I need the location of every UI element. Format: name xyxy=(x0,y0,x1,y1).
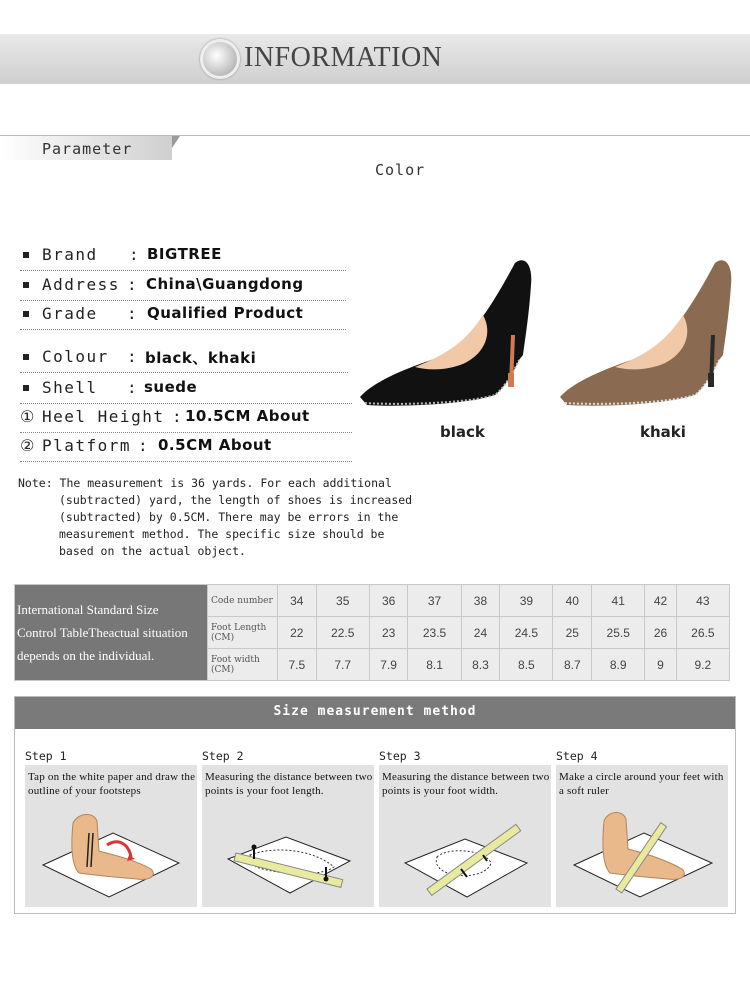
spec-sep: : xyxy=(127,275,139,294)
dotted-divider xyxy=(20,300,346,301)
intro-line: International Standard Size xyxy=(17,602,159,617)
bullet-icon xyxy=(23,311,29,317)
step-title: Step 2 xyxy=(202,749,244,763)
table-cell: 24.5 xyxy=(500,617,553,649)
table-cell: 7.7 xyxy=(316,649,369,681)
dotted-divider xyxy=(20,403,352,404)
measurement-title: Size measurement method xyxy=(15,697,735,729)
spec-sep: : xyxy=(127,304,139,323)
measurement-section xyxy=(14,696,736,914)
spec-sep: : xyxy=(172,407,184,426)
table-cell: 40 xyxy=(553,585,592,617)
table-cell: 38 xyxy=(461,585,500,617)
step-panel xyxy=(202,765,374,907)
table-cell: 36 xyxy=(369,585,408,617)
note-line: measurement method. The specific size should be xyxy=(59,527,385,541)
dotted-divider xyxy=(20,329,346,330)
parameter-label: Parameter xyxy=(42,140,133,158)
note-line: (subtracted) yard, the length of shoes is increased xyxy=(59,493,413,507)
spec-value: BIGTREE xyxy=(147,245,222,263)
table-cell: 9 xyxy=(645,649,676,681)
table-row xyxy=(15,585,730,617)
spec-key: Address xyxy=(42,275,120,294)
spec-sep: : xyxy=(138,436,150,455)
spec-sep: : xyxy=(127,347,139,366)
intro-line: depends on the individual. xyxy=(17,648,155,663)
table-cell: 34 xyxy=(278,585,317,617)
intro-line: Control TableTheactual situation xyxy=(17,625,188,640)
step-1 xyxy=(25,749,197,907)
step-title: Step 3 xyxy=(379,749,421,763)
step-4 xyxy=(556,749,728,907)
black-shoe-image xyxy=(355,255,535,410)
spec-sep: : xyxy=(127,378,139,397)
step-panel xyxy=(25,765,197,907)
table-cell: 25.5 xyxy=(592,617,645,649)
bullet-icon xyxy=(23,282,29,288)
note-line: based on the actual object. xyxy=(59,544,246,558)
step-title: Step 1 xyxy=(25,749,67,763)
table-cell: 8.9 xyxy=(592,649,645,681)
soft-ruler-illustration xyxy=(564,803,720,903)
spec-value: China\Guangdong xyxy=(146,275,304,293)
step-2 xyxy=(202,749,374,907)
step-desc: Measuring the distance between two points is your foot length. xyxy=(205,771,373,797)
foot-length-illustration xyxy=(210,803,366,903)
size-table-intro xyxy=(15,585,208,681)
dotted-divider xyxy=(20,461,352,462)
table-cell: 8.3 xyxy=(461,649,500,681)
table-cell: 22.5 xyxy=(316,617,369,649)
step-desc: Measuring the distance between two points is your foot width. xyxy=(382,771,550,797)
foot-outline-illustration xyxy=(33,803,189,903)
table-cell: 26 xyxy=(645,617,676,649)
foot-width-illustration xyxy=(387,803,543,903)
color-label-khaki: khaki xyxy=(640,423,686,441)
table-cell: 8.7 xyxy=(553,649,592,681)
spec-key: Heel Height xyxy=(42,407,165,426)
spec-value: 0.5CM About xyxy=(158,436,272,454)
table-cell: 9.2 xyxy=(676,649,729,681)
table-cell: 41 xyxy=(592,585,645,617)
circled-number: ② xyxy=(20,436,35,455)
table-cell: 23 xyxy=(369,617,408,649)
row-header: Foot width (CM) xyxy=(208,649,278,681)
information-banner xyxy=(0,34,750,84)
table-cell: 35 xyxy=(316,585,369,617)
step-desc: Tap on the white paper and draw the outline of your footsteps xyxy=(28,771,196,797)
spec-key: Shell xyxy=(42,378,98,397)
spec-value: black、khaki xyxy=(145,349,257,367)
table-cell: 8.1 xyxy=(408,649,461,681)
dotted-divider xyxy=(20,372,348,373)
spec-key: Platform xyxy=(42,436,132,455)
dotted-divider xyxy=(20,432,352,433)
step-desc: Make a circle around your feet with a soft ruler xyxy=(559,771,724,797)
circled-number: ① xyxy=(20,407,35,426)
row-header: Code number xyxy=(208,585,278,617)
spec-key: Grade xyxy=(42,304,98,323)
spec-key: Brand xyxy=(42,245,98,264)
spec-sep: : xyxy=(129,245,141,264)
step-title: Step 4 xyxy=(556,749,598,763)
step-panel xyxy=(556,765,728,907)
spec-key: Colour xyxy=(42,347,109,366)
table-cell: 37 xyxy=(408,585,461,617)
step-3 xyxy=(379,749,551,907)
table-cell: 8.5 xyxy=(500,649,553,681)
table-cell: 7.9 xyxy=(369,649,408,681)
color-title: Color xyxy=(375,161,426,179)
color-label-black: black xyxy=(440,423,485,441)
spec-value: Qualified Product xyxy=(147,304,304,322)
spec-value: suede xyxy=(144,378,198,396)
table-cell: 22 xyxy=(278,617,317,649)
bullet-icon xyxy=(23,252,29,258)
measurement-note xyxy=(18,475,418,560)
table-cell: 43 xyxy=(676,585,729,617)
tab-notch xyxy=(172,136,180,148)
table-cell: 39 xyxy=(500,585,553,617)
bullet-icon xyxy=(23,354,29,360)
table-cell: 23.5 xyxy=(408,617,461,649)
step-panel xyxy=(379,765,551,907)
note-lead: Note: The measurement is 36 yards. For each additional xyxy=(18,476,392,490)
table-cell: 26.5 xyxy=(676,617,729,649)
table-cell: 25 xyxy=(553,617,592,649)
note-line: (subtracted) by 0.5CM. There may be errors in the xyxy=(59,510,399,524)
table-cell: 24 xyxy=(461,617,500,649)
bullet-icon xyxy=(23,385,29,391)
table-cell: 42 xyxy=(645,585,676,617)
size-chart-table xyxy=(14,584,730,681)
khaki-shoe-image xyxy=(555,255,735,410)
circle-icon xyxy=(200,39,240,79)
row-header: Foot Length (CM) xyxy=(208,617,278,649)
table-cell: 7.5 xyxy=(278,649,317,681)
dotted-divider xyxy=(20,270,346,271)
spec-value: 10.5CM About xyxy=(185,407,310,425)
banner-title: INFORMATION xyxy=(244,42,443,73)
